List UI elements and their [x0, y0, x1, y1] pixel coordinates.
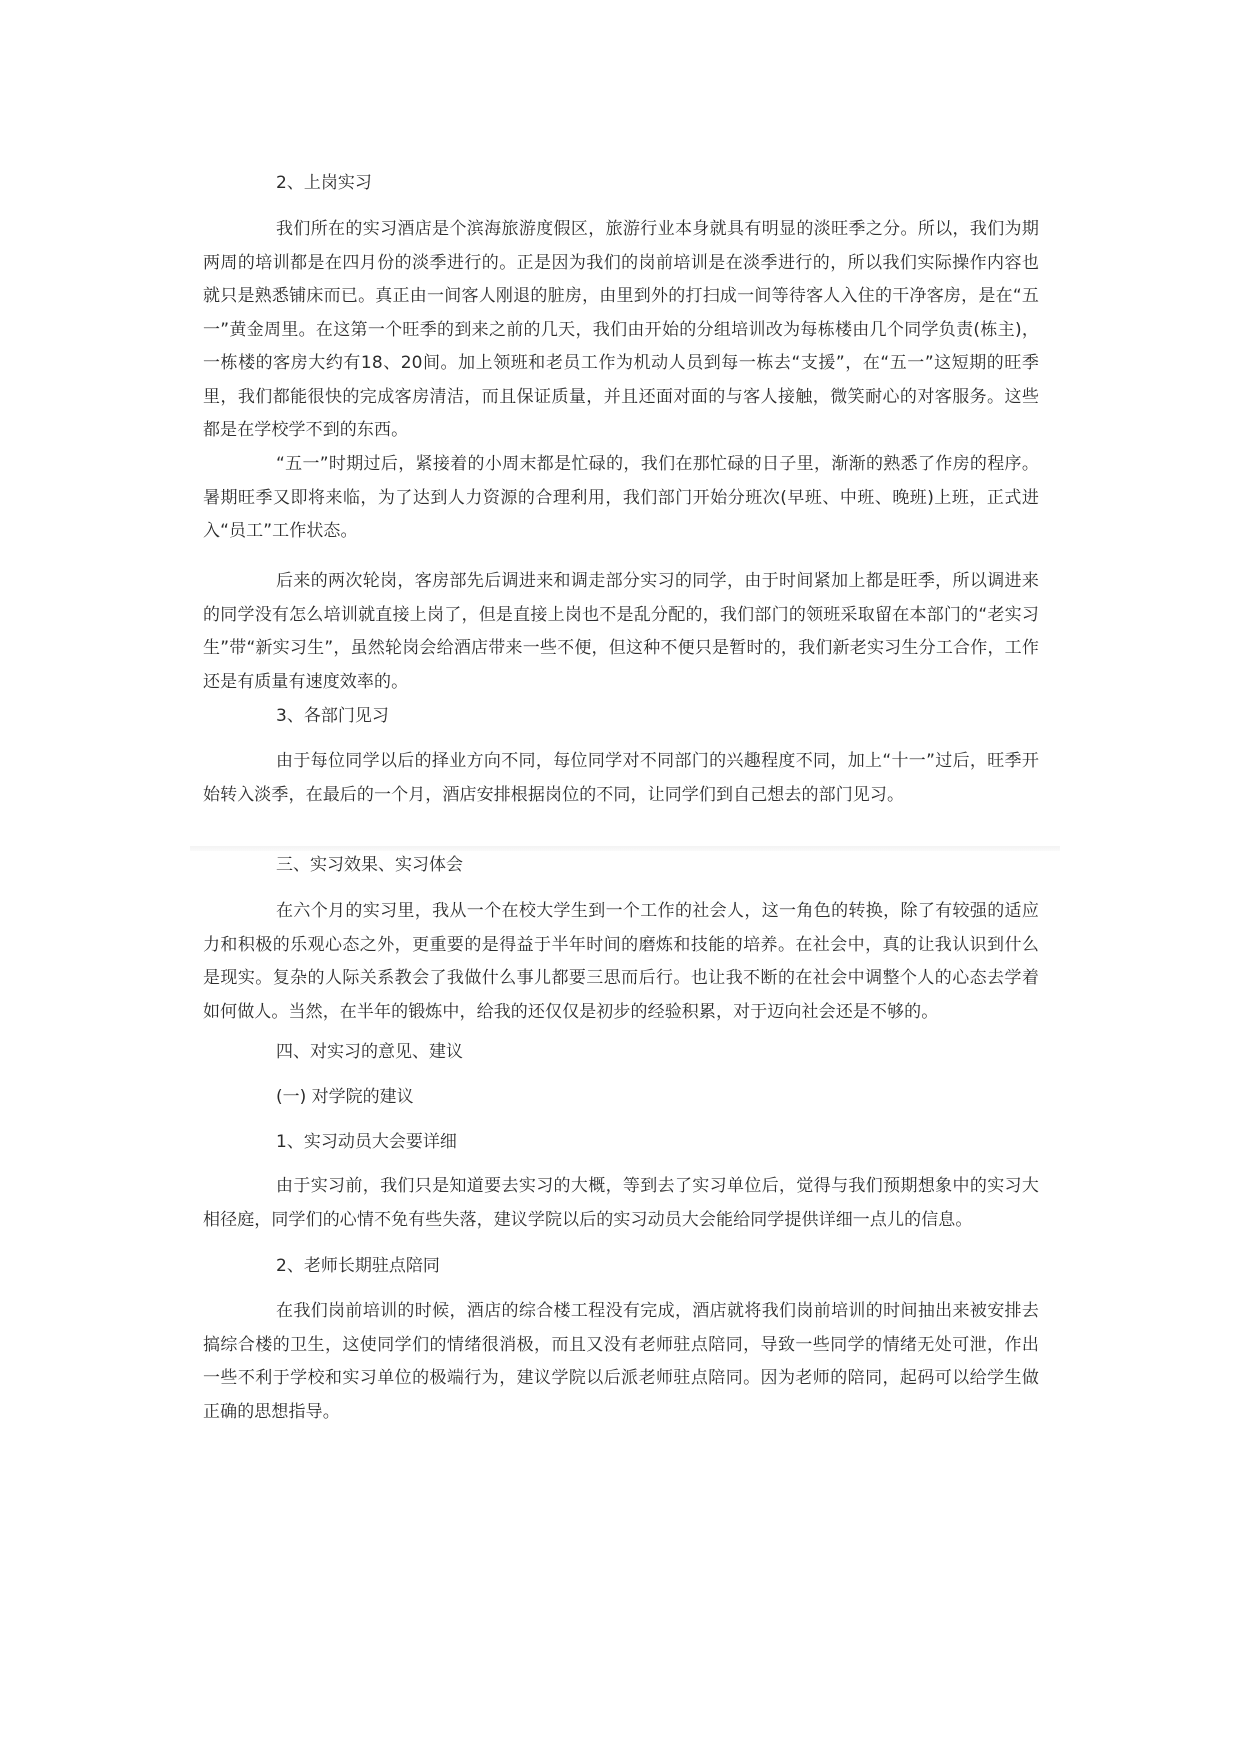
paragraph-after-may-day: “五一”时期过后，紧接着的小周末都是忙碌的，我们在那忙碌的日子里，渐渐的熟悉了作房的程序。暑期旺季又即将来临，为了达到人力资源的合理利用，我们部门开始分班次(早班、中班、晚班)上班，正式进入“员工”工作状态。 — [203, 454, 1039, 541]
paragraph-teacher-accompany: 在我们岗前培训的时候，酒店的综合楼工程没有完成，酒店就将我们岗前培训的时间抽出来被安排去搞综合楼的卫生，这使同学们的情绪很消极，而且又没有老师驻点陪同，导致一些同学的情绪无处可泄，作出一些不利于学校和实习单位的极端行为，建议学院以后派老师驻点陪同。因为老师的陪同，起码可以给学生做正确的思想指导。 — [203, 1301, 1039, 1422]
paragraph-department-observation: 由于每位同学以后的择业方向不同，每位同学对不同部门的兴趣程度不同，加上“十一”过后，旺季开始转入淡季，在最后的一个月，酒店安排根据岗位的不同，让同学们到自己想去的部门见习。 — [203, 751, 1039, 805]
page-break-divider — [190, 846, 1060, 851]
item-heading-teacher-accompany: 2、老师长期驻点陪同 — [276, 1256, 440, 1276]
paragraph-mobilization-meeting: 由于实习前，我们只是知道要去实习的大概，等到去了实习单位后，觉得与我们预期想象中的实习大相径庭，同学们的心情不免有些失落，建议学院以后的实习动员大会能给同学提供详细一点儿的信息。 — [203, 1176, 1039, 1230]
subheading-college-suggestions: (一) 对学院的建议 — [276, 1087, 414, 1107]
item-heading-mobilization-meeting: 1、实习动员大会要详细 — [276, 1132, 457, 1152]
part-heading-results: 三、实习效果、实习体会 — [276, 855, 463, 875]
section-heading-onboard-internship: 2、上岗实习 — [276, 173, 372, 193]
section-heading-department-observation: 3、各部门见习 — [276, 706, 389, 726]
paragraph-internship-hotel: 我们所在的实习酒店是个滨海旅游度假区，旅游行业本身就具有明显的淡旺季之分。所以，我们为期两周的培训都是在四月份的淡季进行的。正是因为我们的岗前培训是在淡季进行的，所以我们实际操作内容也就只是熟悉铺床而已。真正由一间客人刚退的脏房，由里到外的打扫成一间等待客人入住的干净客房，是在“五一”黄金周里。在这第一个旺季的到来之前的几天，我们由开始的分组培训改为每栋楼由几个同学负责(栋主)，一栋楼的客房大约有18、20间。加上领班和老员工作为机动人员到每一栋去“支援”，在“五一”这短期的旺季里，我们都能很快的完成客房清洁，而且保证质量，并且还面对面的与客人接触，微笑耐心的对客服务。这些都是在学校学不到的东西。 — [203, 219, 1039, 440]
paragraph-results: 在六个月的实习里，我从一个在校大学生到一个工作的社会人，这一角色的转换，除了有较强的适应力和积极的乐观心态之外，更重要的是得益于半年时间的磨炼和技能的培养。在社会中，真的让我认识到什么是现实。复杂的人际关系教会了我做什么事儿都要三思而后行。也让我不断的在社会中调整个人的心态去学着如何做人。当然，在半年的锻炼中，给我的还仅仅是初步的经验积累，对于迈向社会还是不够的。 — [203, 901, 1039, 1022]
part-heading-suggestions: 四、对实习的意见、建议 — [276, 1042, 463, 1062]
paragraph-job-rotation: 后来的两次轮岗，客房部先后调进来和调走部分实习的同学，由于时间紧加上都是旺季，所以调进来的同学没有怎么培训就直接上岗了，但是直接上岗也不是乱分配的，我们部门的领班采取留在本部门的“老实习生”带“新实习生”，虽然轮岗会给酒店带来一些不便，但这种不便只是暂时的，我们新老实习生分工合作，工作还是有质量有速度效率的。 — [203, 571, 1039, 692]
